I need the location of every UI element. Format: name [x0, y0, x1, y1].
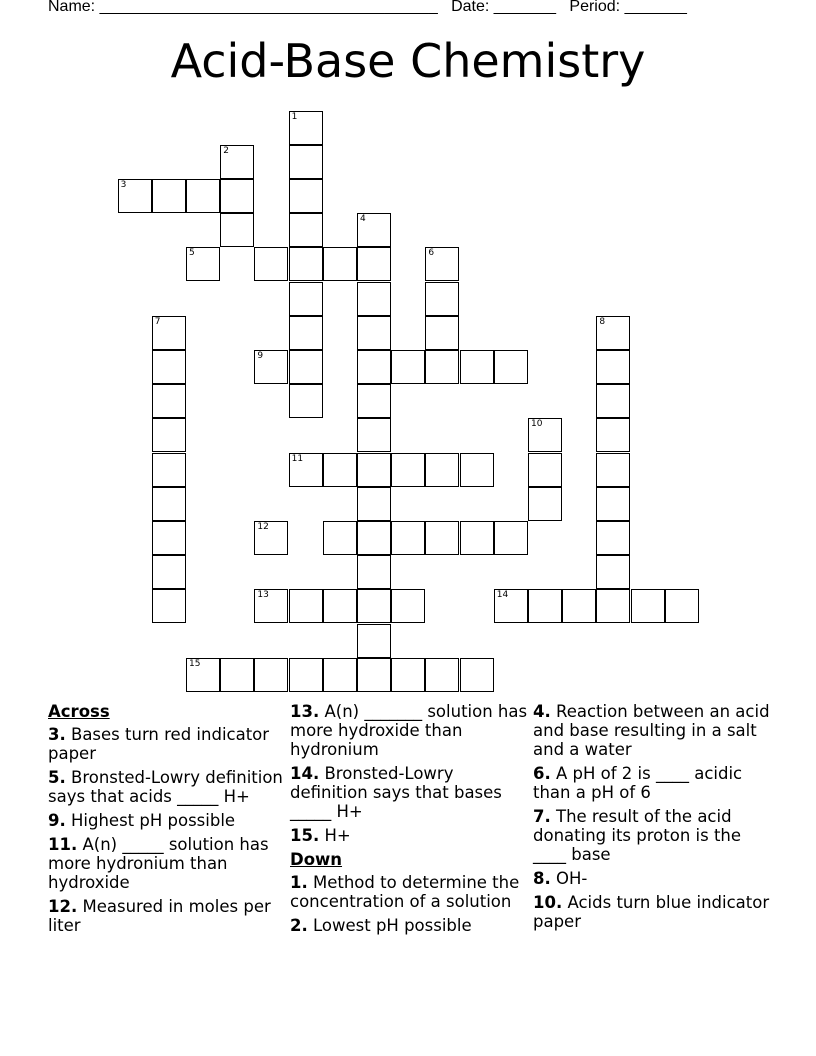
grid-cell[interactable]	[289, 384, 323, 418]
grid-cell[interactable]	[152, 179, 186, 213]
date-label: Date:	[451, 0, 490, 15]
grid-cell[interactable]	[289, 247, 323, 281]
clue-item	[533, 869, 773, 888]
grid-cell[interactable]	[323, 521, 357, 555]
clue-column-2	[290, 702, 530, 940]
clue-number: 7	[154, 316, 161, 327]
clue-item	[290, 916, 530, 935]
clue-text: Bronsted-Lowry definition says that bases _____ H+	[290, 764, 502, 821]
grid-cell[interactable]	[494, 521, 528, 555]
grid-cell-2[interactable]	[220, 145, 254, 179]
grid-cell[interactable]	[152, 418, 186, 452]
clue-text: H+	[319, 826, 351, 845]
grid-cell[interactable]	[528, 453, 562, 487]
grid-cell[interactable]	[528, 487, 562, 521]
clue-text: OH-	[550, 869, 588, 888]
clue-number: 10	[531, 419, 543, 430]
clue-column-3	[533, 702, 773, 936]
grid-cell[interactable]	[289, 179, 323, 213]
date-blank[interactable]: _______	[493, 0, 557, 15]
clue-item	[48, 768, 288, 806]
clue-num: 7.	[533, 807, 551, 826]
grid-cell-11[interactable]	[289, 453, 323, 487]
grid-cell[interactable]	[357, 453, 391, 487]
clue-number: 13	[257, 590, 269, 601]
grid-cell-8[interactable]	[596, 316, 630, 350]
clue-item	[533, 702, 773, 759]
grid-cell[interactable]	[391, 658, 425, 692]
period-blank[interactable]: _______	[624, 0, 687, 15]
grid-cell-15[interactable]	[186, 658, 220, 692]
clue-text: A(n) _____ solution has more hydronium than hydroxide	[48, 835, 269, 892]
grid-cell[interactable]	[425, 658, 459, 692]
grid-cell[interactable]	[289, 658, 323, 692]
clue-text: Highest pH possible	[65, 811, 236, 830]
grid-cell[interactable]	[391, 589, 425, 623]
grid-cell-12[interactable]	[254, 521, 288, 555]
page-title: Acid-Base Chemistry	[170, 34, 646, 88]
clue-number: 1	[291, 111, 298, 122]
grid-cell[interactable]	[596, 384, 630, 418]
clue-num: 10.	[533, 893, 563, 912]
grid-cell[interactable]	[460, 453, 494, 487]
grid-cell[interactable]	[391, 521, 425, 555]
grid-cell-5[interactable]	[186, 247, 220, 281]
grid-cell[interactable]	[631, 589, 665, 623]
grid-cell[interactable]	[152, 589, 186, 623]
period-label: Period:	[569, 0, 621, 15]
clue-number: 12	[257, 522, 269, 532]
clue-item	[290, 826, 530, 845]
grid-cell[interactable]	[186, 179, 220, 213]
grid-cell[interactable]	[665, 589, 699, 623]
grid-cell[interactable]	[357, 282, 391, 316]
clue-num: 13.	[290, 702, 320, 721]
grid-cell[interactable]	[528, 589, 562, 623]
clue-text: A(n) _______ solution has more hydroxide than hydronium	[290, 702, 528, 759]
clue-item	[48, 897, 288, 935]
grid-cell[interactable]	[357, 418, 391, 452]
clue-number: 8	[599, 316, 606, 327]
grid-cell[interactable]	[323, 247, 357, 281]
clue-text: Reaction between an acid and base resulting in a salt and a water	[533, 702, 770, 759]
grid-cell-4[interactable]	[357, 213, 391, 247]
grid-cell[interactable]	[357, 589, 391, 623]
clue-text: The result of the acid donating its proton is the ____ base	[533, 807, 742, 864]
clue-num: 1.	[290, 873, 308, 892]
grid-cell[interactable]	[425, 282, 459, 316]
clue-column-1	[48, 702, 288, 940]
grid-cell[interactable]	[152, 555, 186, 589]
grid-cell[interactable]	[425, 350, 459, 384]
clue-num: 11.	[48, 835, 78, 854]
clue-text: Bronsted-Lowry definition says that acids _____ H+	[48, 768, 283, 806]
grid-cell[interactable]	[391, 350, 425, 384]
grid-cell[interactable]	[323, 589, 357, 623]
grid-cell[interactable]	[220, 658, 254, 692]
grid-cell[interactable]	[391, 453, 425, 487]
grid-cell[interactable]	[254, 658, 288, 692]
clue-number: 3	[120, 180, 127, 190]
clue-num: 8.	[533, 869, 551, 888]
grid-cell-9[interactable]	[254, 350, 288, 384]
clue-item	[290, 702, 530, 759]
grid-cell[interactable]	[357, 555, 391, 589]
grid-cell[interactable]	[596, 350, 630, 384]
clue-num: 14.	[290, 764, 320, 783]
down-heading: Down	[290, 850, 343, 869]
grid-cell-13[interactable]	[254, 589, 288, 623]
grid-cell[interactable]	[289, 213, 323, 247]
grid-cell[interactable]	[289, 316, 323, 350]
grid-cell-14[interactable]	[494, 589, 528, 623]
grid-cell[interactable]	[494, 350, 528, 384]
clue-number: 5	[189, 248, 195, 259]
grid-cell[interactable]	[357, 521, 391, 555]
grid-cell[interactable]	[357, 316, 391, 350]
clue-number: 2	[223, 145, 229, 156]
grid-cell-3[interactable]	[118, 179, 152, 213]
grid-cell[interactable]	[152, 521, 186, 555]
grid-cell[interactable]	[596, 555, 630, 589]
grid-cell[interactable]	[357, 624, 391, 658]
grid-cell[interactable]	[289, 282, 323, 316]
clue-num: 6.	[533, 764, 551, 783]
grid-cell[interactable]	[357, 350, 391, 384]
grid-cell[interactable]	[460, 658, 494, 692]
clue-num: 12.	[48, 897, 78, 916]
grid-cell[interactable]	[596, 418, 630, 452]
clue-number: 15	[189, 658, 201, 669]
grid-cell[interactable]	[152, 384, 186, 418]
clue-number: 4	[360, 214, 366, 225]
grid-cell[interactable]	[323, 453, 357, 487]
grid-cell[interactable]	[425, 453, 459, 487]
grid-cell-7[interactable]	[152, 316, 186, 350]
grid-cell[interactable]	[596, 521, 630, 555]
clue-num: 9.	[48, 811, 66, 830]
clue-text: Acids turn blue indicator paper	[533, 893, 770, 931]
grid-cell[interactable]	[357, 384, 391, 418]
clue-item	[533, 807, 773, 864]
grid-cell[interactable]	[357, 247, 391, 281]
grid-cell[interactable]	[152, 350, 186, 384]
grid-cell[interactable]	[596, 487, 630, 521]
name-label: Name:	[48, 0, 96, 15]
clue-item	[48, 725, 288, 763]
clue-item	[48, 811, 288, 830]
clue-item	[533, 764, 773, 802]
clue-item	[290, 873, 530, 911]
clue-num: 2.	[290, 916, 308, 935]
clue-text: Measured in moles per liter	[48, 897, 271, 935]
grid-cell[interactable]	[425, 316, 459, 350]
clue-number: 9	[257, 351, 264, 361]
clue-item	[290, 764, 530, 821]
clue-num: 15.	[290, 826, 320, 845]
grid-cell[interactable]	[357, 487, 391, 521]
grid-cell[interactable]	[220, 213, 254, 247]
clue-number: 11	[291, 453, 304, 464]
clue-item	[48, 835, 288, 892]
grid-cell-1[interactable]	[289, 111, 323, 145]
grid-cell[interactable]	[323, 658, 357, 692]
grid-cell[interactable]	[289, 589, 323, 623]
grid-cell[interactable]	[152, 453, 186, 487]
grid-cell[interactable]	[152, 487, 186, 521]
clue-num: 4.	[533, 702, 551, 721]
across-heading: Across	[48, 702, 110, 721]
clue-number: 14	[496, 590, 509, 601]
grid-cell[interactable]	[562, 589, 596, 623]
clue-num: 3.	[48, 725, 66, 744]
grid-cell[interactable]	[596, 589, 630, 623]
clue-text: Method to determine the concentration of a solution	[290, 873, 520, 911]
grid-cell[interactable]	[254, 247, 288, 281]
clue-text: Lowest pH possible	[307, 916, 472, 935]
grid-cell[interactable]	[460, 350, 494, 384]
grid-cell[interactable]	[220, 179, 254, 213]
clue-number: 6	[428, 248, 435, 259]
clue-item	[533, 893, 773, 931]
clue-text: A pH of 2 is ____ acidic than a pH of 6	[533, 764, 743, 802]
grid-cell[interactable]	[425, 521, 459, 555]
grid-cell[interactable]	[289, 350, 323, 384]
clue-num: 5.	[48, 768, 66, 787]
grid-cell-6[interactable]	[425, 247, 459, 281]
grid-cell[interactable]	[357, 658, 391, 692]
grid-cell[interactable]	[596, 453, 630, 487]
clue-text: Bases turn red indicator paper	[48, 725, 270, 763]
grid-cell-10[interactable]	[528, 418, 562, 452]
grid-cell[interactable]	[460, 521, 494, 555]
name-blank[interactable]: ______________________________________	[99, 0, 438, 15]
grid-cell[interactable]	[289, 145, 323, 179]
